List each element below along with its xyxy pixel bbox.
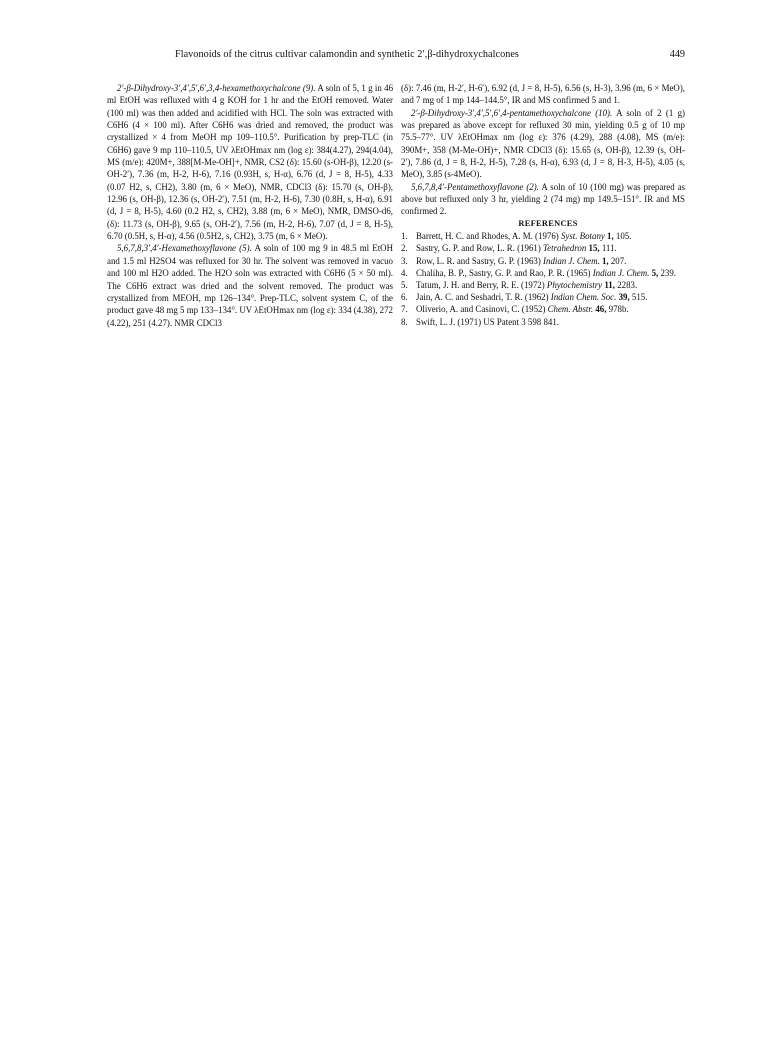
reference-number: 4. <box>401 267 408 278</box>
reference-number: 5. <box>401 279 408 290</box>
reference-item <box>401 242 685 254</box>
reference-authors: Chaliha, B. P., Sastry, G. P. and Rao, P. R. (1965) <box>416 267 591 278</box>
reference-authors: Row, L. R. and Sastry, G. P. (1963) <box>416 255 541 266</box>
paragraph-compound-10 <box>401 107 685 181</box>
paragraph-continuation <box>401 82 685 107</box>
reference-pages: 207. <box>610 255 627 266</box>
reference-item <box>401 230 685 242</box>
reference-number: 7. <box>401 304 408 315</box>
reference-authors: Jain, A. C. and Seshadri, T. R. (1962) <box>416 292 549 303</box>
paragraph-text: (δ): 7.46 (m, H-2′, H-6′), 6.92 (d, J = 8, H-5), 6.56 (s, H-3), 3.96 (m, 6 × MeO), and 7 mg of 1 mp 144–144.5°, IR and MS confirmed 5 and 1. <box>401 83 685 106</box>
reference-journal: Chem. Abstr. <box>547 304 594 315</box>
paragraph-compound-2 <box>401 181 685 218</box>
reference-journal: Indian J. Chem. <box>543 255 600 266</box>
reference-volume: 39, <box>618 292 630 303</box>
reference-journal: Phytochemistry <box>546 279 603 290</box>
reference-authors: Oliverio, A. and Casinovi, C. (1952) <box>416 304 546 315</box>
reference-item <box>401 267 685 279</box>
reference-volume: 1, <box>601 255 609 266</box>
reference-authors: Sastry, G. P. and Row, L. R. (1961) <box>416 243 541 254</box>
reference-volume: 11, <box>604 279 615 290</box>
reference-pages: 978b. <box>608 304 629 315</box>
right-column <box>401 82 685 328</box>
reference-authors: Tatum, J. H. and Berry, R. E. (1972) <box>416 279 545 290</box>
paragraph-compound-9 <box>107 82 393 242</box>
paragraph-text: A soln of 10 (100 mg) was prepared as above but refluxed only 3 hr, yielding 2 (74 mg) mp 149.5–151°. IR and MS confirmed 2. <box>401 181 686 217</box>
reference-volume: 5, <box>651 267 659 278</box>
references-list <box>401 230 685 328</box>
reference-number: 2. <box>401 243 408 254</box>
reference-item <box>401 279 685 291</box>
reference-number: 1. <box>401 231 408 242</box>
paragraph-text: A soln of 2 (1 g) was prepared as above except for refluxed 30 min, yielding 0.5 g of 10 mp 75.5–77°. UV λEtOHmax nm (log ε): 376 (4.29), 288 (4.08), MS (m/e): 390M+, 358 (M-Me-OH)+, NMR CDCl3 (δ): 15.65 (s, OH-β), 12.39 (s, OH-2′), 7.86 (d, J = 8, H-2, H-5), 7.28 (s, H-α), 6.93 (d, J = 8, H-3, H-5), 4.05 (s, MeO), 3.85 (s-4MeO). <box>401 107 686 180</box>
compound-name: 5,6,7,8,4′-Pentamethoxyflavone (2). <box>411 181 539 192</box>
reference-journal: Syst. Botany <box>560 231 605 242</box>
reference-pages: 515. <box>631 292 648 303</box>
reference-pages: 105. <box>615 231 632 242</box>
reference-pages: 111. <box>601 243 617 254</box>
reference-authors: Swift, L. J. (1971) US Patent 3 598 841. <box>416 316 559 327</box>
reference-item <box>401 303 685 315</box>
reference-pages: 2283. <box>617 279 638 290</box>
page-number: 449 <box>669 49 685 60</box>
running-header <box>105 49 685 63</box>
running-title: Flavonoids of the citrus cultivar calamondin and synthetic 2′,β-dihydroxychalcones <box>175 49 519 60</box>
reference-journal: Tetrahedron <box>543 243 587 254</box>
reference-volume: 1, <box>607 231 614 242</box>
reference-item <box>401 291 685 303</box>
left-column <box>107 82 393 329</box>
reference-number: 3. <box>401 255 408 266</box>
reference-number: 6. <box>401 292 408 303</box>
reference-volume: 46, <box>595 304 607 315</box>
compound-name: 2′-β-Dihydroxy-3′,4′,5′,6′,3,4-hexamethoxychalcone (9). <box>117 83 316 93</box>
compound-name: 2′-β-Dihydroxy-3′,4′,5′,6′,4-pentamethoxychalcone (10). <box>411 107 613 118</box>
compound-name: 5,6,7,8,3′,4′-Hexamethoxyflavone (5). <box>117 243 252 254</box>
reference-number: 8. <box>401 316 408 327</box>
paragraph-text: A soln of 5, 1 g in 46 ml EtOH was refluxed with 4 g KOH for 1 hr and the EtOH removed. Water (100 ml) was then added and acidified with HCl. The soln was extracted with C6H6 (4 × 100 ml). After C6H6 was dried and removed, the product was crystallized × 4 from MeOH mp 109–110.5°. Purification by prep-TLC (in C6H6) gave 9 mp 110–110.5, UV λEtOHmax nm (log ε): 384(4.27), 294(4.04), MS (m/e): 420M+, 388[M-Me-OH]+, NMR, CS2 (δ): 15.60 (s-OH-β), 12.20 (s-OH-2′), 7.36 (m, H-2, H-6), 7.16 (0.93H, s, H-α), 6.76 (d, J = 8, H-5), 4.33 (0.07 H2, s, CH2), 3.80 (m, 6 × MeO), NMR, CDCl3 (δ): 15.70 (s, OH-β), 12.96 (s, OH-β), 12.36 (s, OH-2′), 7.51 (m, H-2, H-6), 7.30 (0.8H, s, H-α), 6.91 (d, J = 8, H-5), 4.60 (0.2 H2, s, CH2), 3.88 (m, 6 × MeO), NMR, DMSO-d6, (δ): 11.73 (s, OH-β), 9.65 (s, OH-2′), 7.56 (m, H-2, H-6), 7.07 (d, J = 8, H-5), 6.70 (0.5H, s, H-α), 4.56 (0.5H2, s, CH2), 3.75 (m, 6 × MeO). <box>107 83 394 242</box>
paragraph-text: A soln of 100 mg 9 in 48.5 ml EtOH and 1.5 ml H2SO4 was refluxed for 30 hr. The solvent was removed in vacuo and 100 ml H2O added. The H2O soln was extracted with C6H6 (5 × 50 ml). The C6H6 extract was dried and the solvent removed. The product was crystallized from MEOH, mp 126–134°. Prep-TLC, solvent system C, of the product gave 48 mg 5 mp 133–134°. UV λEtOHmax nm (log ε): 334 (4.38), 272 (4.22), 251 (4.27). NMR CDCl3 <box>107 243 393 328</box>
reference-authors: Barrett, H. C. and Rhodes, A. M. (1976) <box>416 231 559 242</box>
reference-item <box>401 255 685 267</box>
paragraph-compound-5 <box>107 242 393 328</box>
reference-item <box>401 316 685 328</box>
reference-journal: Indian Chem. Soc. <box>550 292 617 303</box>
reference-volume: 15, <box>588 243 600 254</box>
references-heading: REFERENCES <box>518 218 578 228</box>
reference-journal: Indian J. Chem. <box>592 267 650 278</box>
reference-pages: 239. <box>660 267 677 278</box>
